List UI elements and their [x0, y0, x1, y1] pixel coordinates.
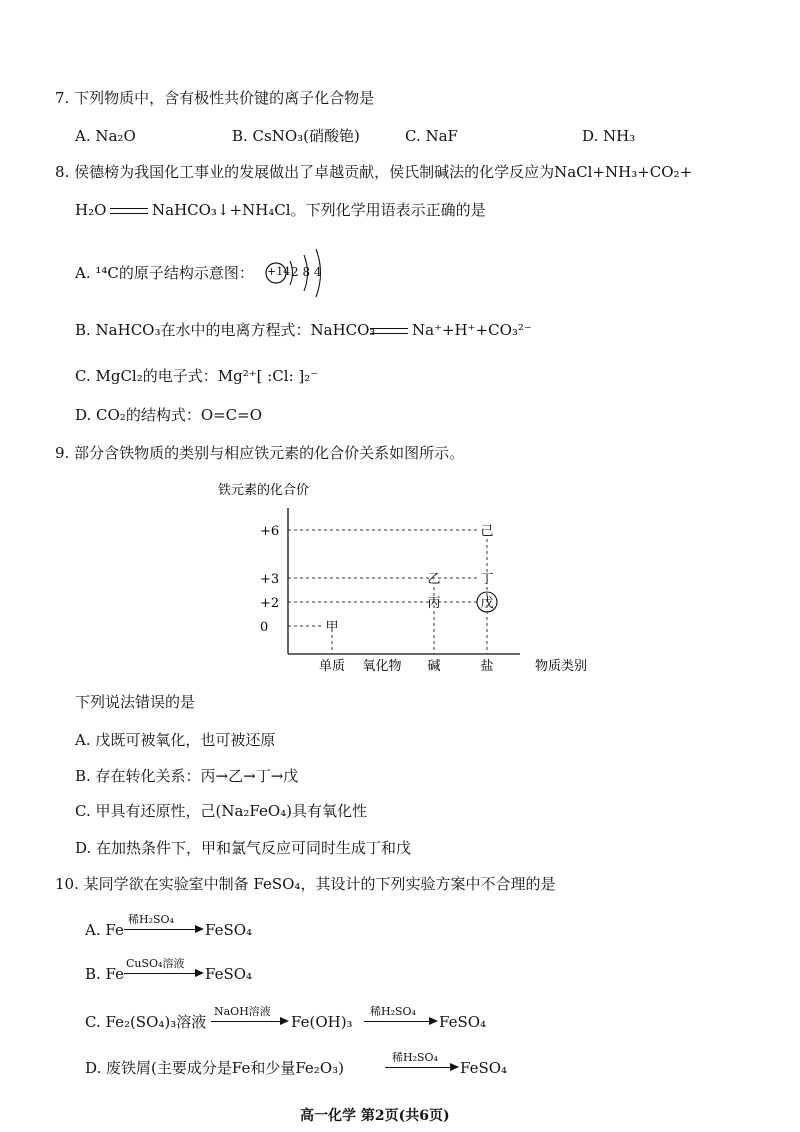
- q10-d-right: FeSO₄: [460, 1059, 508, 1077]
- chart-point-label: 己: [480, 524, 494, 539]
- q8-option-c: C. MgCl₂的电子式：Mg²⁺[ :Cl: ]₂⁻: [75, 367, 319, 385]
- y-tick-label: +3: [260, 572, 280, 587]
- q10-d-reagent: 稀H₂SO₄: [392, 1051, 438, 1064]
- q8-option-a-label: A. ¹⁴C的原子结构示意图：: [75, 264, 254, 282]
- reaction-arrow: [364, 1021, 436, 1022]
- q10-c-right: FeSO₄: [439, 1013, 487, 1031]
- q9-stem: 9. 部分含铁物质的类别与相应铁元素的化合价关系如图所示。: [55, 444, 465, 462]
- equals-sign: [110, 208, 148, 214]
- y-tick-label: +2: [260, 596, 280, 611]
- q10-c-reagent2: 稀H₂SO₄: [370, 1005, 416, 1018]
- q8-stem-line1: 8. 侯德榜为我国化工事业的发展做出了卓越贡献，侯氏制碱法的化学反应为NaCl+NH₃+CO₂+: [55, 163, 693, 181]
- q9-option-d: D. 在加热条件下，甲和氯气反应可同时生成丁和戊: [75, 839, 412, 857]
- q10-c-mid: Fe(OH)₃: [291, 1013, 353, 1031]
- q9-option-a: A. 戊既可被氧化，也可被还原: [75, 731, 276, 749]
- q10-stem: 10. 某同学欲在实验室中制备 FeSO₄，其设计的下列实验方案中不合理的是: [55, 875, 556, 893]
- q9-option-c: C. 甲具有还原性，己(Na₂FeO₄)具有氧化性: [75, 802, 368, 820]
- q10-b-left: B. Fe: [85, 965, 125, 983]
- q8-stem-line2-right: NaHCO₃↓+NH₄Cl。下列化学用语表示正确的是: [152, 201, 486, 219]
- reaction-arrow: [385, 1067, 457, 1068]
- q7-option-c: C. NaF: [405, 127, 458, 145]
- x-category-label: 碱: [427, 659, 441, 674]
- q9-prompt: 下列说法错误的是: [75, 693, 196, 711]
- q7-option-b: B. CsNO₃(硝酸铯): [232, 127, 360, 145]
- q8-option-b-rhs: Na⁺+H⁺+CO₃²⁻: [412, 321, 532, 339]
- reaction-arrow: [211, 1021, 287, 1022]
- reaction-arrow: [124, 929, 202, 930]
- nucleus-charge: +14: [267, 265, 291, 278]
- chart-point-label: 丙: [427, 596, 441, 611]
- q9-option-b: B. 存在转化关系：丙→乙→丁→戊: [75, 767, 299, 785]
- q10-c-left: C. Fe₂(SO₄)₃溶液: [85, 1013, 207, 1031]
- q7-stem: 7. 下列物质中，含有极性共价键的离子化合物是: [55, 89, 375, 107]
- q10-a-left: A. Fe: [85, 921, 124, 939]
- q10-a-reagent: 稀H₂SO₄: [128, 913, 174, 926]
- chart-point-label: 丁: [480, 572, 494, 587]
- q7-option-d: D. NH₃: [582, 127, 636, 145]
- x-category-label: 氧化物: [362, 659, 402, 674]
- chart-point-label: 乙: [427, 572, 441, 587]
- chart-point-label: 甲: [325, 620, 339, 635]
- q10-c-reagent1: NaOH溶液: [214, 1005, 271, 1018]
- q10-b-right: FeSO₄: [205, 965, 253, 983]
- chart-y-axis-label: 铁元素的化合价: [218, 483, 310, 498]
- q10-b-reagent: CuSO₄溶液: [126, 957, 185, 970]
- iron-valence-chart: [200, 478, 620, 678]
- q8-option-b-label: B. NaHCO₃在水中的电离方程式：NaHCO₃: [75, 321, 376, 339]
- y-tick-label: +6: [260, 524, 280, 539]
- q10-a-right: FeSO₄: [205, 921, 253, 939]
- q10-d-left: D. 废铁屑(主要成分是Fe和少量Fe₂O₃): [85, 1059, 344, 1077]
- q8-option-d: D. CO₂的结构式：O=C=O: [75, 406, 263, 424]
- y-tick-label: 0: [260, 620, 269, 635]
- q7-option-a: A. Na₂O: [75, 127, 136, 145]
- reaction-arrow: [124, 973, 202, 974]
- page-footer: 高一化学 第2页(共6页): [300, 1108, 450, 1124]
- chart-point-label: 戊: [480, 596, 494, 611]
- chart-x-axis-label: 物质类别: [535, 659, 588, 674]
- x-category-label: 盐: [480, 659, 494, 674]
- electron-shells: 2 8 4: [291, 265, 322, 279]
- q8-stem-line2-left: H₂O: [75, 201, 107, 219]
- equals-sign: [370, 328, 408, 334]
- x-category-label: 单质: [318, 659, 346, 674]
